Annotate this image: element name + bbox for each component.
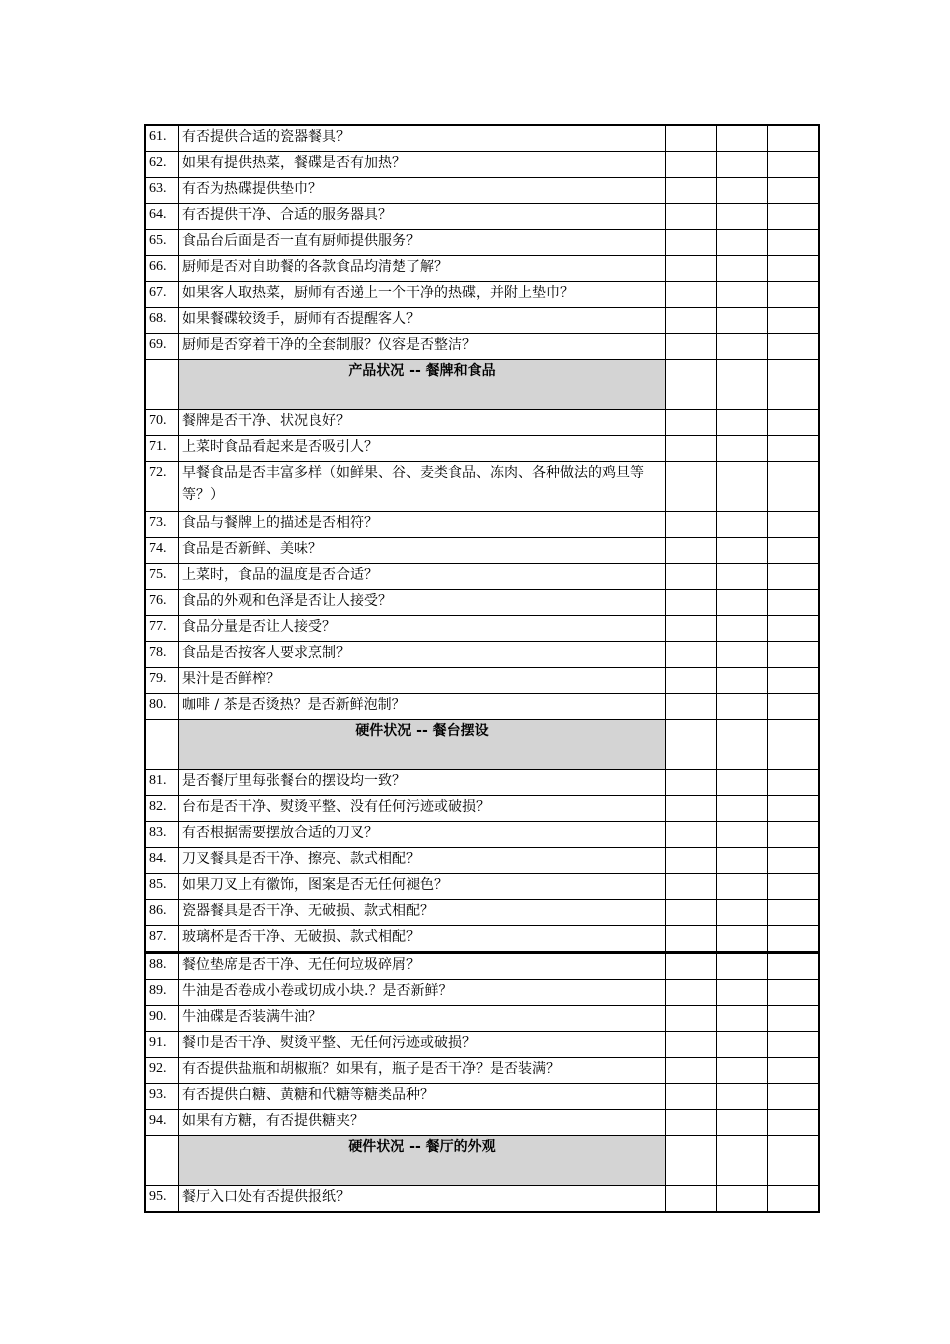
checklist-row [145,848,819,874]
checklist-row [145,204,819,230]
checklist-row [145,178,819,204]
answer-cell-1[interactable] [666,410,717,436]
item-number: 80. [145,694,179,720]
answer-cell-3[interactable] [768,360,820,410]
answer-cell-1[interactable] [666,178,717,204]
checklist-row [145,282,819,308]
checklist-row [145,125,819,152]
answer-cell-3[interactable] [768,334,820,360]
answer-cell-3[interactable] [768,1084,820,1110]
answer-cell-3[interactable] [768,204,820,230]
item-question: 玻璃杯是否干净、无破损、款式相配？ [179,926,666,953]
answer-cell-2[interactable] [717,1084,768,1110]
section-header-row [145,360,819,410]
answer-cell-3[interactable] [768,668,820,694]
checklist-row [145,410,819,436]
item-number: 68. [145,308,179,334]
item-question: 果汁是否鲜榨？ [179,668,666,694]
answer-cell-1[interactable] [666,334,717,360]
answer-cell-3[interactable] [768,616,820,642]
item-number: 92. [145,1058,179,1084]
answer-cell-2[interactable] [717,1136,768,1186]
answer-cell-2[interactable] [717,900,768,926]
checklist-row [145,564,819,590]
answer-cell-1[interactable] [666,590,717,616]
checklist-row [145,668,819,694]
answer-cell-3[interactable] [768,1006,820,1032]
answer-cell-3[interactable] [768,980,820,1006]
item-question: 有否根据需要摆放合适的刀叉？ [179,822,666,848]
answer-cell-1[interactable] [666,512,717,538]
checklist-row [145,822,819,848]
answer-cell-2[interactable] [717,462,768,512]
answer-cell-3[interactable] [768,1136,820,1186]
answer-cell-1[interactable] [666,1058,717,1084]
section-title: 产品状况 -- 餐牌和食品 [179,360,666,410]
item-number: 77. [145,616,179,642]
checklist-row [145,462,819,512]
answer-cell-3[interactable] [768,178,820,204]
answer-cell-3[interactable] [768,874,820,900]
answer-cell-3[interactable] [768,900,820,926]
item-question: 有否提供干净、合适的服务器具？ [179,204,666,230]
answer-cell-1[interactable] [666,308,717,334]
answer-cell-1[interactable] [666,1032,717,1058]
item-number: 84. [145,848,179,874]
item-question: 如果餐碟较烫手，厨师有否提醒客人？ [179,308,666,334]
answer-cell-2[interactable] [717,822,768,848]
answer-cell-2[interactable] [717,953,768,980]
answer-cell-1[interactable] [666,822,717,848]
section-number-cell [145,720,179,770]
item-question: 有否提供合适的瓷器餐具？ [179,125,666,152]
item-question: 食品是否新鲜、美味？ [179,538,666,564]
answer-cell-3[interactable] [768,796,820,822]
answer-cell-3[interactable] [768,953,820,980]
item-question: 食品是否按客人要求烹制？ [179,642,666,668]
section-header-row [145,1136,819,1186]
answer-cell-2[interactable] [717,1110,768,1136]
checklist-row [145,642,819,668]
answer-cell-2[interactable] [717,230,768,256]
item-number: 90. [145,1006,179,1032]
answer-cell-2[interactable] [717,282,768,308]
item-question: 餐厅入口处有否提供报纸？ [179,1186,666,1213]
checklist-body [145,125,819,1212]
answer-cell-1[interactable] [666,462,717,512]
answer-cell-1[interactable] [666,900,717,926]
answer-cell-1[interactable] [666,1136,717,1186]
answer-cell-3[interactable] [768,410,820,436]
answer-cell-1[interactable] [666,668,717,694]
item-number: 65. [145,230,179,256]
answer-cell-2[interactable] [717,178,768,204]
answer-cell-3[interactable] [768,564,820,590]
item-number: 66. [145,256,179,282]
checklist-row [145,590,819,616]
answer-cell-2[interactable] [717,590,768,616]
item-number: 91. [145,1032,179,1058]
item-question: 牛油碟是否装满牛油？ [179,1006,666,1032]
answer-cell-3[interactable] [768,720,820,770]
item-number: 88. [145,953,179,980]
answer-cell-1[interactable] [666,1110,717,1136]
item-question: 有否提供白糖、黄糖和代糖等糖类品种？ [179,1084,666,1110]
answer-cell-2[interactable] [717,360,768,410]
checklist-row [145,512,819,538]
answer-cell-3[interactable] [768,642,820,668]
item-question: 有否为热碟提供垫巾？ [179,178,666,204]
answer-cell-3[interactable] [768,926,820,953]
item-number: 72. [145,462,179,512]
item-question: 上菜时食品看起来是否吸引人？ [179,436,666,462]
answer-cell-3[interactable] [768,125,820,152]
answer-cell-2[interactable] [717,334,768,360]
answer-cell-2[interactable] [717,538,768,564]
item-number: 83. [145,822,179,848]
answer-cell-2[interactable] [717,564,768,590]
item-question: 瓷器餐具是否干净、无破损、款式相配？ [179,900,666,926]
answer-cell-3[interactable] [768,1058,820,1084]
item-number: 79. [145,668,179,694]
answer-cell-3[interactable] [768,256,820,282]
item-question: 食品分量是否让人接受？ [179,616,666,642]
item-question: 餐巾是否干净、熨烫平整、无任何污迹或破损？ [179,1032,666,1058]
answer-cell-1[interactable] [666,848,717,874]
checklist-row [145,1006,819,1032]
answer-cell-1[interactable] [666,720,717,770]
item-number: 69. [145,334,179,360]
item-number: 71. [145,436,179,462]
item-number: 76. [145,590,179,616]
item-number: 94. [145,1110,179,1136]
item-number: 67. [145,282,179,308]
checklist-row [145,796,819,822]
answer-cell-2[interactable] [717,436,768,462]
item-question: 牛油是否卷成小卷或切成小块.？是否新鲜？ [179,980,666,1006]
checklist-row [145,1110,819,1136]
answer-cell-2[interactable] [717,668,768,694]
item-number: 74. [145,538,179,564]
answer-cell-1[interactable] [666,1084,717,1110]
answer-cell-1[interactable] [666,256,717,282]
answer-cell-3[interactable] [768,436,820,462]
answer-cell-2[interactable] [717,410,768,436]
item-question: 厨师是否对自助餐的各款食品均清楚了解？ [179,256,666,282]
answer-cell-1[interactable] [666,926,717,953]
answer-cell-2[interactable] [717,1058,768,1084]
answer-cell-3[interactable] [768,694,820,720]
item-question: 食品与餐牌上的描述是否相符？ [179,512,666,538]
answer-cell-1[interactable] [666,770,717,796]
item-question: 如果刀叉上有徽饰，图案是否无任何褪色？ [179,874,666,900]
answer-cell-1[interactable] [666,125,717,152]
item-number: 75. [145,564,179,590]
answer-cell-1[interactable] [666,1186,717,1213]
answer-cell-2[interactable] [717,204,768,230]
answer-cell-1[interactable] [666,230,717,256]
checklist-row [145,953,819,980]
answer-cell-2[interactable] [717,1006,768,1032]
answer-cell-2[interactable] [717,1032,768,1058]
item-number: 62. [145,152,179,178]
answer-cell-3[interactable] [768,848,820,874]
checklist-row [145,1032,819,1058]
checklist-row [145,874,819,900]
answer-cell-3[interactable] [768,770,820,796]
checklist-row [145,1186,819,1213]
item-number: 70. [145,410,179,436]
checklist-row [145,980,819,1006]
item-question: 是否餐厅里每张餐台的摆设均一致？ [179,770,666,796]
item-question: 如果有提供热菜，餐碟是否有加热？ [179,152,666,178]
answer-cell-2[interactable] [717,256,768,282]
item-question: 咖啡 / 茶是否烫热？是否新鲜泡制？ [179,694,666,720]
checklist-row [145,1084,819,1110]
answer-cell-1[interactable] [666,874,717,900]
answer-cell-2[interactable] [717,874,768,900]
item-number: 89. [145,980,179,1006]
answer-cell-3[interactable] [768,1032,820,1058]
answer-cell-3[interactable] [768,230,820,256]
answer-cell-2[interactable] [717,125,768,152]
answer-cell-1[interactable] [666,538,717,564]
item-question: 台布是否干净、熨烫平整、没有任何污迹或破损？ [179,796,666,822]
checklist-row [145,694,819,720]
item-question: 厨师是否穿着干净的全套制服？仪容是否整洁？ [179,334,666,360]
answer-cell-1[interactable] [666,796,717,822]
item-question: 如果客人取热菜，厨师有否递上一个干净的热碟，并附上垫巾？ [179,282,666,308]
item-number: 95. [145,1186,179,1213]
answer-cell-2[interactable] [717,642,768,668]
item-question: 早餐食品是否丰富多样（如鲜果、谷、麦类食品、冻肉、各种做法的鸡旦等等？） [179,462,666,512]
checklist-row [145,770,819,796]
checklist-row [145,436,819,462]
section-number-cell [145,360,179,410]
answer-cell-3[interactable] [768,462,820,512]
section-title: 硬件状况 -- 餐台摆设 [179,720,666,770]
answer-cell-3[interactable] [768,152,820,178]
answer-cell-3[interactable] [768,538,820,564]
checklist-row [145,538,819,564]
item-question: 食品的外观和色泽是否让人接受？ [179,590,666,616]
checklist-row [145,616,819,642]
item-question: 食品台后面是否一直有厨师提供服务？ [179,230,666,256]
answer-cell-2[interactable] [717,1186,768,1213]
answer-cell-1[interactable] [666,152,717,178]
item-question: 有否提供盐瓶和胡椒瓶？如果有，瓶子是否干净？是否装满？ [179,1058,666,1084]
section-header-row [145,720,819,770]
item-question: 如果有方糖，有否提供糖夹？ [179,1110,666,1136]
answer-cell-1[interactable] [666,564,717,590]
answer-cell-3[interactable] [768,282,820,308]
checklist-row [145,1058,819,1084]
answer-cell-1[interactable] [666,616,717,642]
item-number: 93. [145,1084,179,1110]
item-number: 78. [145,642,179,668]
answer-cell-2[interactable] [717,980,768,1006]
checklist-row [145,900,819,926]
item-number: 64. [145,204,179,230]
checklist-row [145,334,819,360]
answer-cell-3[interactable] [768,1110,820,1136]
checklist-table [144,124,820,1213]
answer-cell-2[interactable] [717,152,768,178]
checklist-row [145,926,819,953]
answer-cell-1[interactable] [666,642,717,668]
answer-cell-2[interactable] [717,308,768,334]
answer-cell-2[interactable] [717,694,768,720]
answer-cell-3[interactable] [768,512,820,538]
checklist-row [145,230,819,256]
answer-cell-3[interactable] [768,822,820,848]
item-number: 61. [145,125,179,152]
answer-cell-2[interactable] [717,720,768,770]
item-number: 73. [145,512,179,538]
item-number: 82. [145,796,179,822]
answer-cell-1[interactable] [666,436,717,462]
item-question: 餐位垫席是否干净、无任何垃圾碎屑？ [179,953,666,980]
item-question: 餐牌是否干净、状况良好？ [179,410,666,436]
answer-cell-1[interactable] [666,360,717,410]
answer-cell-2[interactable] [717,848,768,874]
checklist-row [145,256,819,282]
answer-cell-2[interactable] [717,616,768,642]
answer-cell-2[interactable] [717,926,768,953]
answer-cell-3[interactable] [768,590,820,616]
answer-cell-1[interactable] [666,282,717,308]
item-number: 81. [145,770,179,796]
answer-cell-2[interactable] [717,512,768,538]
answer-cell-1[interactable] [666,1006,717,1032]
item-number: 63. [145,178,179,204]
answer-cell-2[interactable] [717,770,768,796]
item-number: 85. [145,874,179,900]
answer-cell-1[interactable] [666,694,717,720]
checklist-row [145,308,819,334]
answer-cell-3[interactable] [768,308,820,334]
answer-cell-3[interactable] [768,1186,820,1213]
section-number-cell [145,1136,179,1186]
answer-cell-1[interactable] [666,980,717,1006]
section-title: 硬件状况 -- 餐厅的外观 [179,1136,666,1186]
answer-cell-1[interactable] [666,204,717,230]
item-number: 86. [145,900,179,926]
answer-cell-2[interactable] [717,796,768,822]
answer-cell-1[interactable] [666,953,717,980]
item-question: 上菜时，食品的温度是否合适？ [179,564,666,590]
checklist-row [145,152,819,178]
item-question: 刀叉餐具是否干净、擦亮、款式相配？ [179,848,666,874]
item-number: 87. [145,926,179,953]
